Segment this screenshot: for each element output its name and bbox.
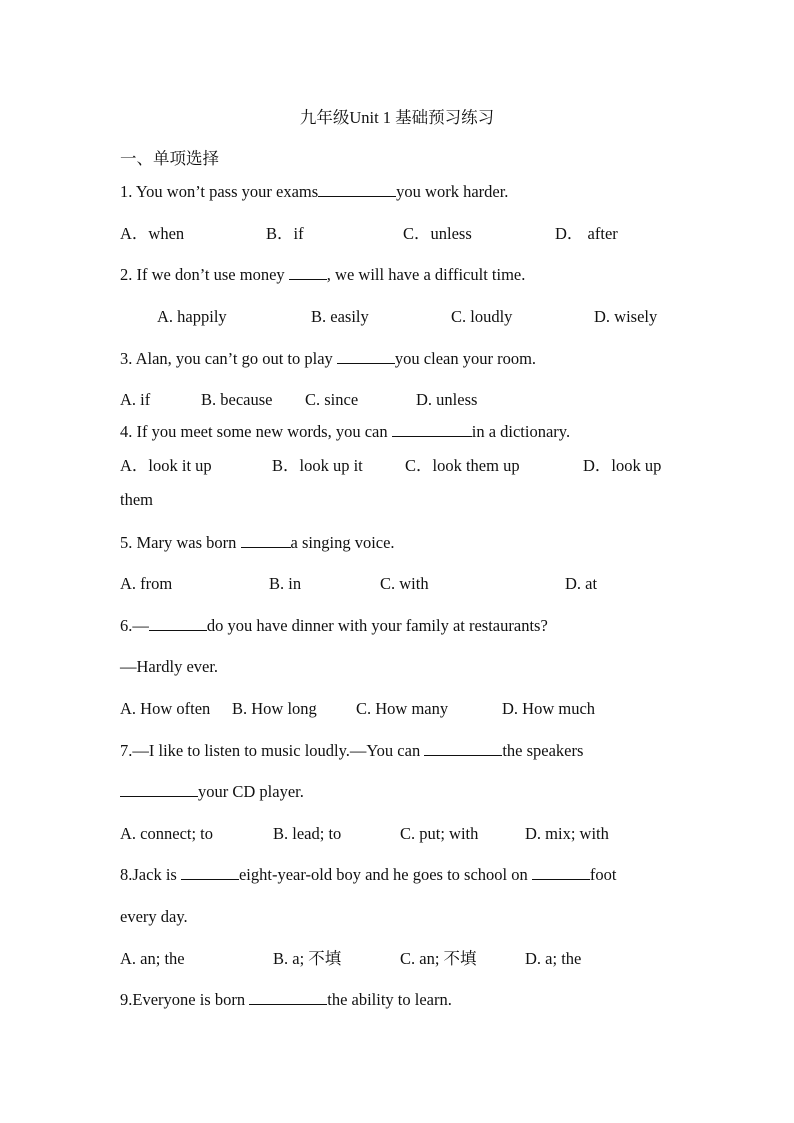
answer-blank bbox=[532, 865, 590, 880]
answer-blank bbox=[241, 533, 291, 548]
question-3-option-c: C. since bbox=[305, 390, 359, 409]
question-6-text-before: 6.— bbox=[120, 616, 149, 635]
answer-blank bbox=[149, 616, 207, 631]
answer-blank bbox=[337, 349, 395, 364]
question-2 bbox=[120, 264, 525, 286]
question-1-option-a: A．when bbox=[120, 224, 185, 243]
question-6-option-c: C. How many bbox=[356, 699, 449, 718]
question-1-option-c: C．unless bbox=[403, 224, 472, 243]
answer-blank bbox=[289, 265, 327, 280]
question-7-text-after: the speakers bbox=[502, 741, 584, 760]
question-7-option-d: D. mix; with bbox=[525, 824, 609, 843]
answer-blank bbox=[249, 990, 327, 1005]
question-4 bbox=[120, 421, 570, 443]
question-8-text-middle: eight-year-old boy and he goes to school on bbox=[238, 865, 532, 884]
question-3-text-before: 3. Alan, you can’t go out to play bbox=[120, 349, 337, 368]
question-6 bbox=[120, 615, 548, 637]
question-8 bbox=[120, 864, 616, 886]
question-5-text-before: 5. Mary was born bbox=[120, 533, 241, 552]
question-6-option-b: B. How long bbox=[232, 699, 317, 718]
question-4-option-b: B．look up it bbox=[272, 456, 363, 475]
question-8-option-a: A. an; the bbox=[120, 949, 185, 968]
question-5-text-after: a singing voice. bbox=[290, 533, 395, 552]
answer-blank bbox=[424, 741, 502, 756]
question-5-option-c: C. with bbox=[380, 574, 429, 593]
question-2-option-b: B. easily bbox=[311, 307, 369, 326]
question-2-text-after: , we will have a difficult time. bbox=[326, 265, 526, 284]
answer-blank bbox=[181, 865, 239, 880]
question-8-text-after: foot bbox=[589, 865, 617, 884]
question-5-option-d: D. at bbox=[565, 574, 598, 593]
question-7-option-a: A. connect; to bbox=[120, 824, 214, 843]
question-6-option-a: A. How often bbox=[120, 699, 211, 718]
answer-blank bbox=[120, 782, 198, 797]
question-3-option-d: D. unless bbox=[416, 390, 478, 409]
question-3 bbox=[120, 348, 536, 370]
question-4-option-d-wrap: them bbox=[120, 490, 153, 509]
question-4-option-a: A．look it up bbox=[120, 456, 212, 475]
question-7-line-2 bbox=[120, 781, 304, 803]
question-7-text-before: 7.—I like to listen to music loudly.—You can bbox=[120, 741, 425, 760]
question-4-text-before: 4. If you meet some new words, you can bbox=[120, 422, 392, 441]
question-1-text-before: 1. You won’t pass your exams bbox=[120, 182, 319, 201]
question-4-text-after: in a dictionary. bbox=[471, 422, 571, 441]
question-5 bbox=[120, 532, 395, 554]
question-8-line-2: every day. bbox=[120, 907, 188, 926]
question-6-text-after: do you have dinner with your family at restaurants? bbox=[206, 616, 548, 635]
question-6-dialogue-reply: —Hardly ever. bbox=[120, 657, 219, 676]
question-8-option-d: D. a; the bbox=[525, 949, 582, 968]
question-1-option-d: D． after bbox=[555, 224, 618, 243]
question-4-option-c: C．look them up bbox=[405, 456, 520, 475]
question-9 bbox=[120, 989, 452, 1011]
question-5-option-b: B. in bbox=[269, 574, 302, 593]
question-2-option-d: D. wisely bbox=[594, 307, 658, 326]
question-1-text-after: you work harder. bbox=[396, 182, 509, 201]
question-4-option-d: D．look up bbox=[583, 456, 662, 475]
question-9-text-before: 9.Everyone is born bbox=[120, 990, 250, 1009]
question-3-option-a: A. if bbox=[120, 390, 151, 409]
question-7-line-2-text: your CD player. bbox=[198, 782, 304, 801]
question-2-text-before: 2. If we don’t use money bbox=[120, 265, 289, 284]
question-7-option-b: B. lead; to bbox=[273, 824, 342, 843]
question-1-option-b: B．if bbox=[266, 224, 304, 243]
question-7 bbox=[120, 740, 583, 762]
question-1 bbox=[120, 181, 508, 203]
question-2-option-c: C. loudly bbox=[451, 307, 513, 326]
section-heading: 一、单项选择 bbox=[120, 149, 219, 168]
question-8-option-c: C. an; 不填 bbox=[400, 949, 477, 968]
page-title: 九年级Unit 1 基础预习练习 bbox=[299, 108, 495, 127]
answer-blank bbox=[392, 422, 472, 437]
question-6-option-d: D. How much bbox=[502, 699, 596, 718]
question-8-option-b: B. a; 不填 bbox=[273, 949, 342, 968]
question-9-text-after: the ability to learn. bbox=[327, 990, 452, 1009]
question-2-option-a: A. happily bbox=[157, 307, 227, 326]
answer-blank bbox=[318, 182, 396, 197]
question-5-option-a: A. from bbox=[120, 574, 173, 593]
question-8-text-before: 8.Jack is bbox=[120, 865, 181, 884]
question-7-option-c: C. put; with bbox=[400, 824, 479, 843]
question-3-option-b: B. because bbox=[201, 390, 273, 409]
question-3-text-after: you clean your room. bbox=[394, 349, 537, 368]
